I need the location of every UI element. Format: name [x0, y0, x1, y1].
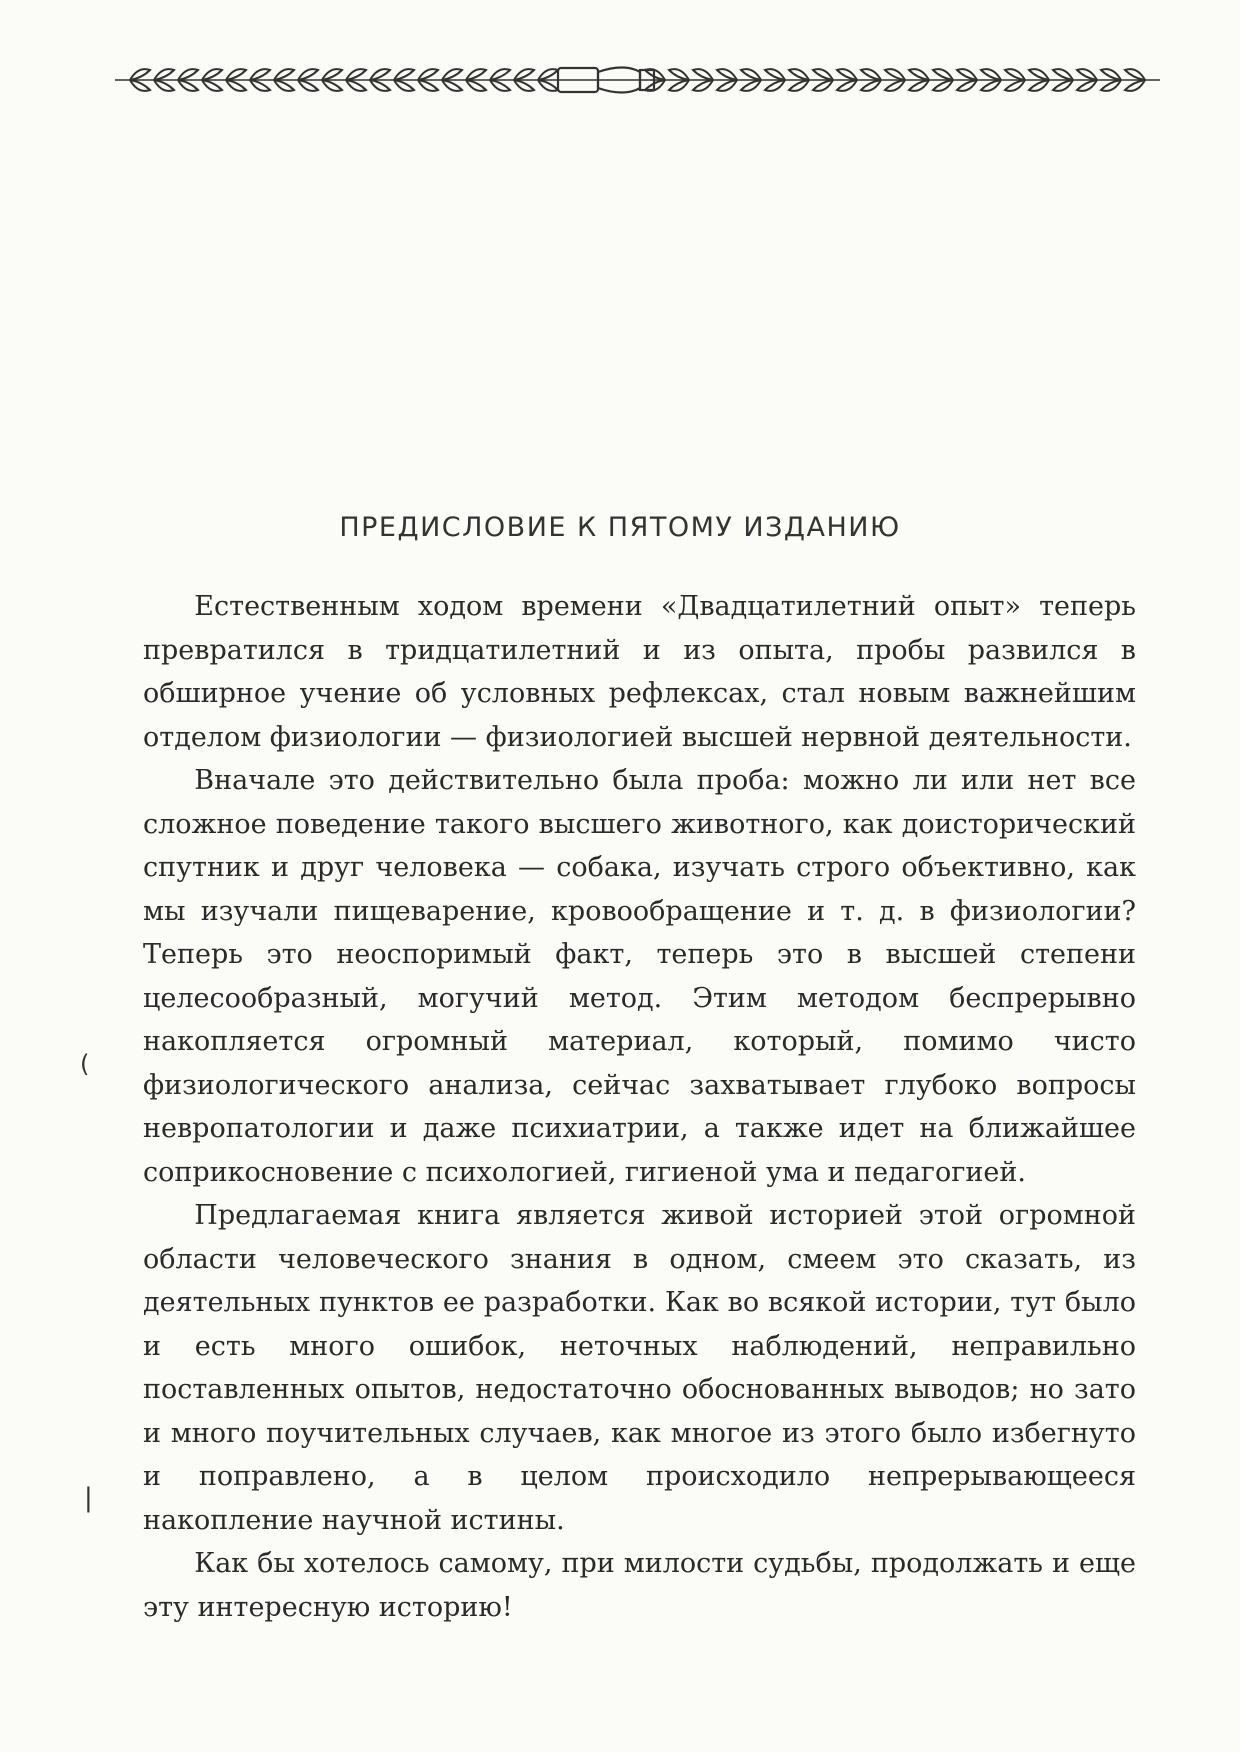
- decorative-ornament-border: [110, 58, 1165, 102]
- paragraph-1: Естественным ходом времени «Двадцатилетний опыт» теперь превратился в тридцатилетний и из опыта, пробы развился в обширное учение об условных рефлексах, стал новым важнейшим отделом физиологии — физиологией высшей нервной деятельности.: [143, 591, 1136, 753]
- paragraph-4: Как бы хотелось самому, при милости судьбы, продолжать и еще эту интересную историю!: [143, 1548, 1136, 1623]
- paragraph-3: Предлагаемая книга является живой историей этой огромной области человеческого знания в одном, смеем это сказать, из деятельных пунктов ее разработки. Как во всякой истории, тут было и есть много ошибок, неточных наблюдений, неправильно поставленных опытов, недостаточно обоснованных выводов; но зато и много поучительных случаев, как многое из этого было избегнуто и поправлено, а в целом происходило непрерывающееся накопление научной истины.: [143, 1200, 1136, 1536]
- paragraph-2: Вначале это действительно была проба: можно ли или нет все сложное поведение такого высшего животного, как доисторический спутник и друг человека — собака, изучать строго объективно, как мы изучали пищеварение, кровообращение и т. д. в физиологии? Теперь это неоспоримый факт, теперь это в высшей степени целесообразный, могучий метод. Этим методом беспрерывно накопляется огромный материал, который, помимо чисто физиологического анализа, сейчас захватывает глубоко вопросы невропатологии и даже психиатрии, а также идет на ближайшее соприкосновение с психологией, гигиеной ума и педагогией.: [143, 765, 1136, 1188]
- page-title: ПРЕДИСЛОВИЕ К ПЯТОМУ ИЗДАНИЮ: [339, 512, 901, 543]
- margin-mark: |: [84, 1483, 93, 1513]
- margin-mark: (: [80, 1050, 90, 1078]
- preface-body: [143, 585, 1136, 1629]
